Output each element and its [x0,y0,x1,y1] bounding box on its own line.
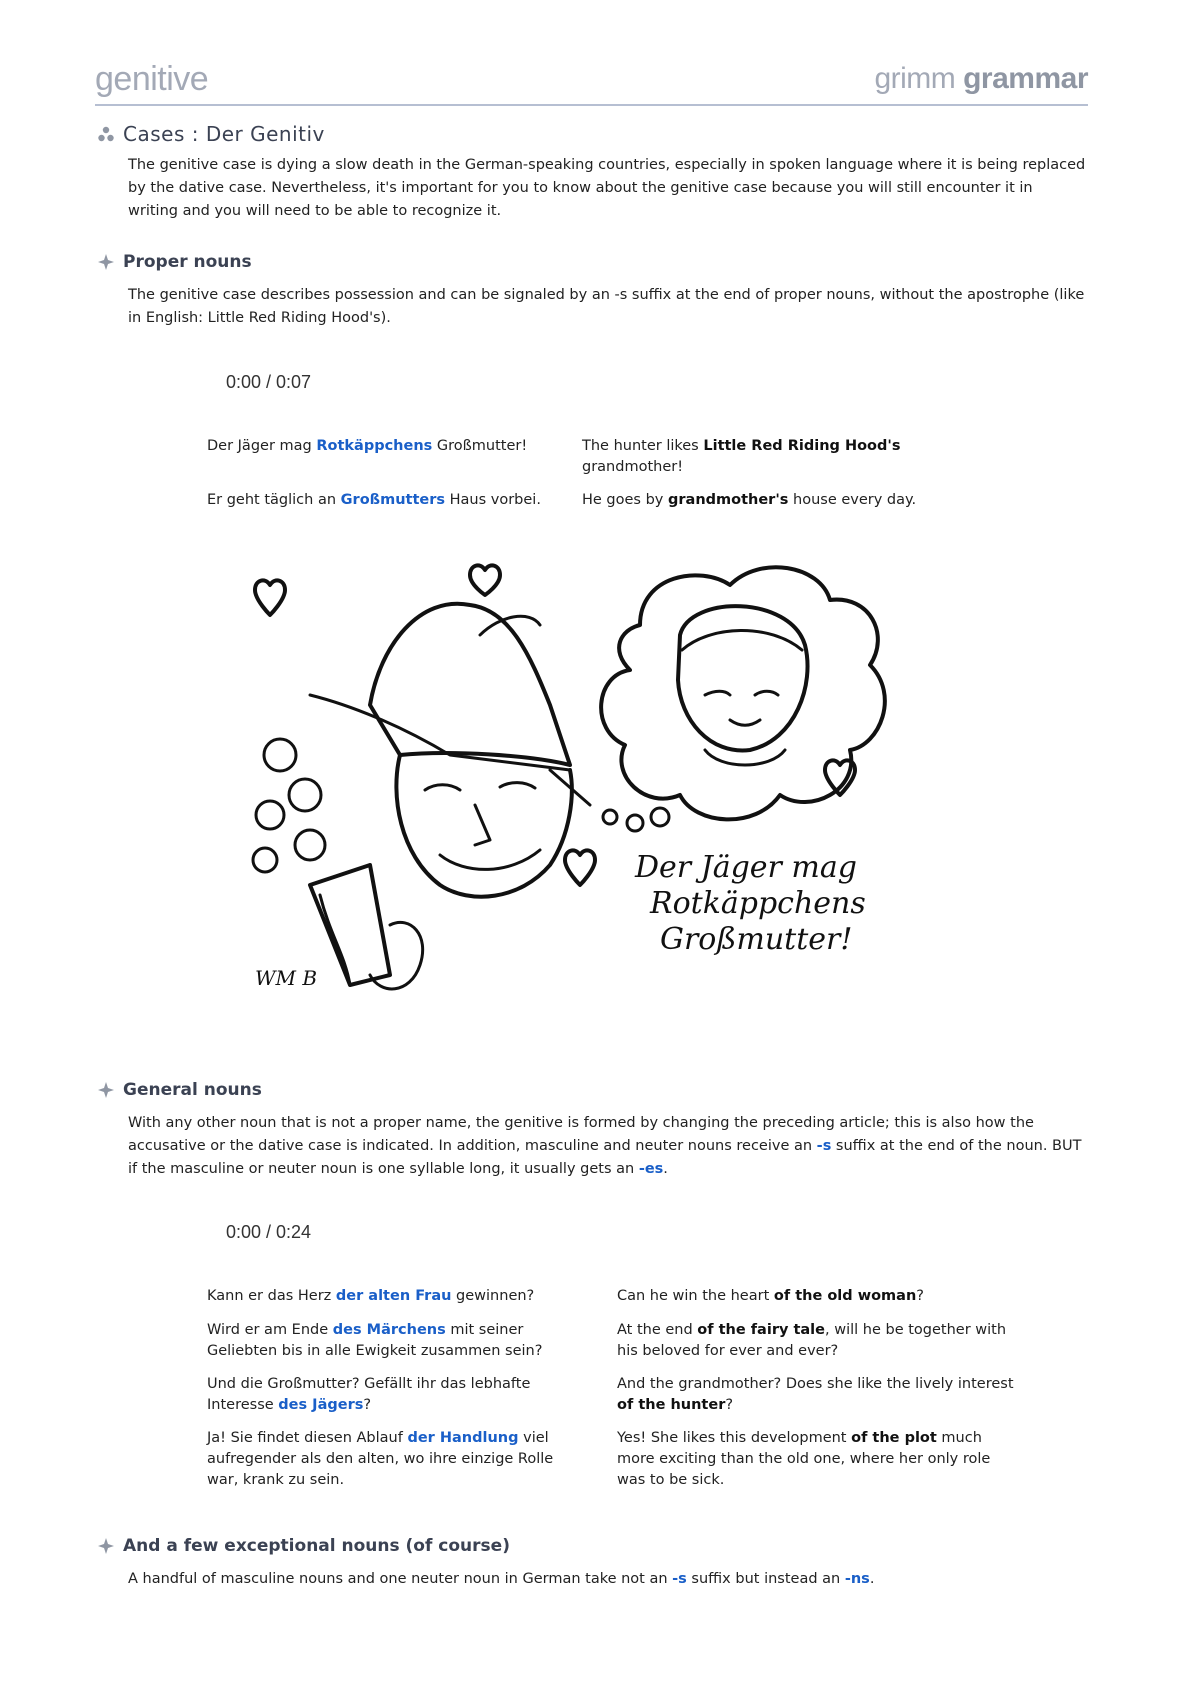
brand-logo [874,62,1088,96]
example-en-4: At the end of the fairy tale, will he be together with his beloved for ever and ever? [617,1322,1007,1359]
proper-nouns-heading-row [97,252,252,272]
illustration-caption-line-2: Rotkäppchens [650,886,866,921]
example-en-2: He goes by grandmother's house every day. [582,492,917,508]
four-point-star-icon [97,253,115,271]
exceptional-nouns-heading-row [97,1536,510,1556]
heart-1 [470,565,500,595]
example-en-3: Can he win the heart of the old woman? [617,1288,924,1304]
illustration-caption-line-1: Der Jäger mag [635,850,857,885]
exceptional-nouns-paragraph: A handful of masculine nouns and one neuter noun in German take not an -s suffix but instead an -ns. [128,1571,875,1587]
brand-light: grimm [874,62,964,95]
example-de-2: Er geht täglich an Großmutters Haus vorbei. [207,492,541,508]
example-en-5: And the grandmother? Does she like the lively interest of the hunter? [617,1376,1014,1413]
title-heading-row [97,122,325,146]
example-en-1: The hunter likes Little Red Riding Hood's grandmother! [582,438,901,475]
artist-signature: WM B [255,966,318,990]
hunter-hat [370,604,570,765]
audio-player-2[interactable]: 0:00 / 0:24 [226,1222,312,1242]
example-de-1: Der Jäger mag Rotkäppchens Großmutter! [207,438,528,454]
illustration-caption-line-3: Großmutter! [660,922,853,957]
hunter-illustration [250,555,950,1045]
example-en-6: Yes! She likes this development of the plot much more exciting than the old one, where her only role was to be sick. [617,1430,991,1488]
page-topic-title: genitive [95,60,209,98]
audio-player-1[interactable]: 0:00 / 0:07 [226,372,312,392]
intro-paragraph: The genitive case is dying a slow death in the German-speaking countries, especially in spoken language where it is being replaced by the dative case. Nevertheless, it's important for you to know about the genitive case because you will still encounter it in writing and you will need to be able to recognize it. [128,157,1086,219]
example-de-6: Ja! Sie findet diesen Ablauf der Handlung viel aufregender als den alten, wo ihre einzige Rolle war, krank zu sein. [207,1430,554,1488]
general-nouns-heading-row [97,1080,262,1100]
four-point-star-icon [97,1081,115,1099]
exceptional-nouns-heading: And a few exceptional nouns (of course) [123,1536,510,1556]
page-title: Cases : Der Genitiv [123,122,325,146]
heart-4 [565,850,595,885]
general-nouns-heading: General nouns [123,1080,262,1100]
four-point-star-icon [97,1537,115,1555]
example-de-3: Kann er das Herz der alten Frau gewinnen? [207,1288,535,1304]
page-header [95,58,1088,106]
bouquet [310,865,390,985]
heart-2 [255,580,285,615]
grandmother-face [678,606,808,750]
tri-circle-icon [97,125,115,143]
example-de-4: Wird er am Ende des Märchens mit seiner Geliebten bis in alle Ewigkeit zusammen sein? [207,1322,543,1359]
brand-bold: grammar [963,62,1088,95]
proper-nouns-paragraph: The genitive case describes possession and can be signaled by an -s suffix at the end of proper nouns, without the apostrophe (like in English: Little Red Riding Hood's). [128,287,1085,326]
proper-nouns-heading: Proper nouns [123,252,252,272]
general-nouns-paragraph: With any other noun that is not a proper name, the genitive is formed by changing the preceding article; this is also how the accusative or the dative case is indicated. In addition, masculine and neuter nouns receive an -s suffix at the end of the noun. BUT if the masculine or neuter noun is one syllable long, it usually gets an -es. [128,1115,1082,1177]
example-de-5: Und die Großmutter? Gefällt ihr das lebhafte Interesse des Jägers? [207,1376,531,1413]
